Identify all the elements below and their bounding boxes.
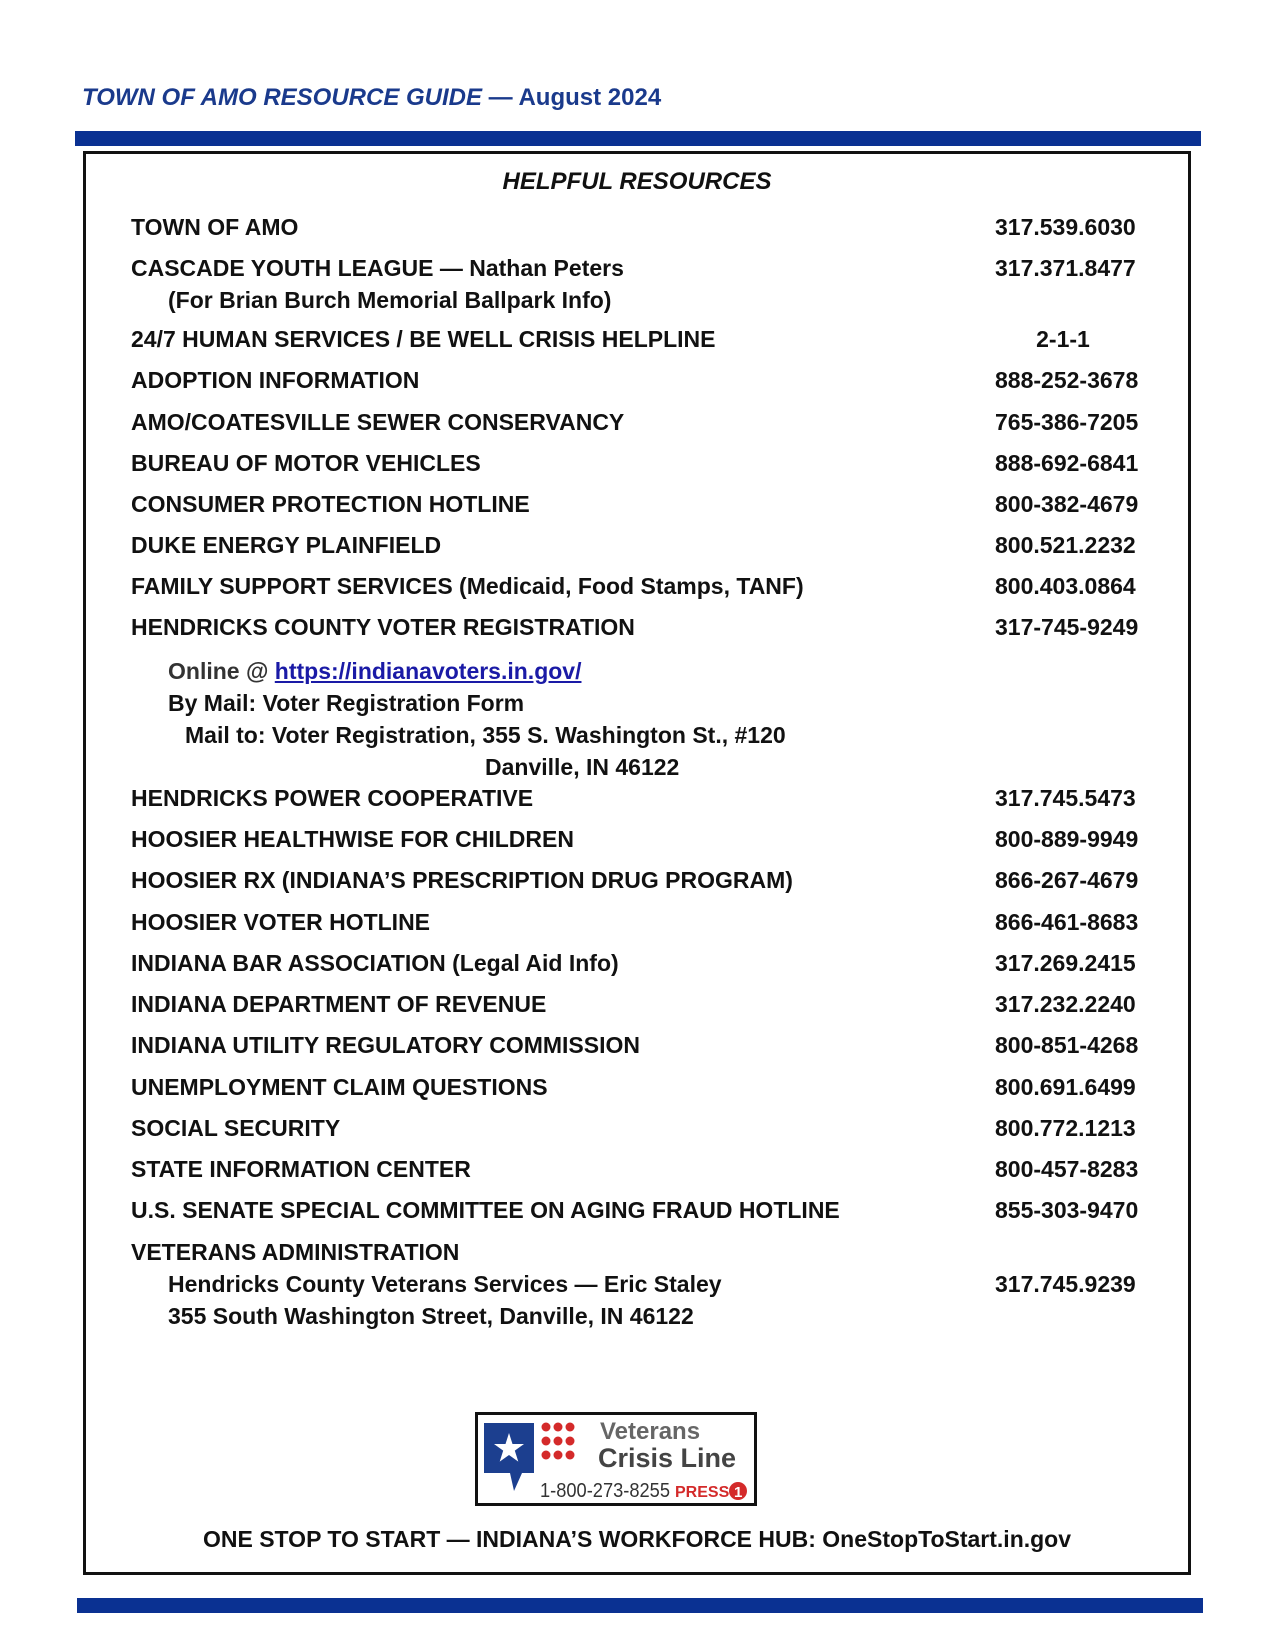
resource-phone: 800-382-4679 [995,491,1139,517]
resource-name: ADOPTION INFORMATION [131,367,420,393]
resource-name: AMO/COATESVILLE SEWER CONSERVANCY [131,409,625,435]
online-label: Online @ [168,658,275,684]
resource-name: VETERANS ADMINISTRATION [131,1239,460,1265]
resource-name: HOOSIER RX (INDIANA’S PRESCRIPTION DRUG PROGRAM) [131,867,793,893]
resources-box [83,151,1191,1575]
header-date: — August 2024 [482,84,662,111]
resource-name: CONSUMER PROTECTION HOTLINE [131,491,530,517]
mail-text: : Voter Registration Form [248,690,525,716]
resource-phone: 800-889-9949 [995,826,1139,852]
resource-name: INDIANA BAR ASSOCIATION (Legal Aid Info) [131,950,619,976]
badge-press-num: 1 [734,1484,743,1501]
resource-name: HOOSIER VOTER HOTLINE [131,909,431,935]
resource-name: FAMILY SUPPORT SERVICES (Medicaid, Food Stamps, TANF) [131,573,804,599]
mail-label: By Mail [168,690,249,716]
voter-mail-line [168,689,524,717]
resource-name: SOCIAL SECURITY [131,1115,341,1141]
resource-name: STATE INFORMATION CENTER [131,1156,471,1182]
veterans-phone: 317.745.9239 [995,1271,1136,1297]
resource-phone: 855-303-9470 [995,1197,1139,1223]
badge-press: PRESS [675,1484,730,1501]
resource-phone: 866-267-4679 [995,867,1139,893]
resource-phone: 888-252-3678 [995,367,1139,393]
resource-name: UNEMPLOYMENT CLAIM QUESTIONS [131,1074,548,1100]
resource-phone: 317.371.8477 [995,255,1136,281]
resource-phone: 888-692-6841 [995,450,1139,476]
resource-name: INDIANA UTILITY REGULATORY COMMISSION [131,1032,640,1058]
badge-line2: Crisis Line [598,1443,737,1473]
resource-phone: 765-386-7205 [995,409,1139,435]
resource-name: TOWN OF AMO [131,214,299,240]
resource-name: INDIANA DEPARTMENT OF REVENUE [131,991,547,1017]
crisis-line-logo [478,1415,754,1503]
resource-phone: 800-457-8283 [995,1156,1139,1182]
resource-phone: 866-461-8683 [995,909,1139,935]
resource-name: CASCADE YOUTH LEAGUE — Nathan Peters [131,255,624,281]
voter-city: Danville, IN 46122 [485,754,680,780]
resource-name: BUREAU OF MOTOR VEHICLES [131,450,481,476]
resource-phone: 317-745-9249 [995,614,1139,640]
voter-registration-link[interactable]: https://indianavoters.in.gov/ [274,658,582,684]
badge-line1: Veterans [600,1418,701,1445]
resource-phone: 2-1-1 [1036,326,1090,352]
resource-name: HENDRICKS COUNTY VOTER REGISTRATION [131,614,635,640]
page-header [82,84,661,112]
resource-phone: 800.403.0864 [995,573,1136,599]
resource-name: DUKE ENERGY PLAINFIELD [131,532,442,558]
bottom-rule [77,1598,1203,1613]
top-rule [75,131,1201,146]
resource-phone: 317.539.6030 [995,214,1136,240]
resource-name: U.S. SENATE SPECIAL COMMITTEE ON AGING FRAUD HOTLINE [131,1197,840,1223]
resource-name: HENDRICKS POWER COOPERATIVE [131,785,534,811]
voter-online-line [168,657,581,685]
resource-name: HOOSIER HEALTHWISE FOR CHILDREN [131,826,574,852]
resource-note: (For Brian Burch Memorial Ballpark Info) [168,287,612,313]
veterans-crisis-line-badge [475,1412,757,1506]
section-title: HELPFUL RESOURCES [502,168,772,195]
veterans-address: 355 South Washington Street, Danville, IN 46122 [168,1303,694,1329]
footer-workforce-hub: ONE STOP TO START — INDIANA’S WORKFORCE HUB: OneStopToStart.in.gov [202,1526,1072,1552]
voter-mail-to: Mail to: Voter Registration, 355 S. Washington St., #120 [185,722,786,748]
resource-phone: 317.745.5473 [995,785,1136,811]
resource-phone: 800.521.2232 [995,532,1136,558]
resource-phone: 317.232.2240 [995,991,1136,1017]
veterans-services: Hendricks County Veterans Services — Eric Staley [168,1271,722,1297]
resource-phone: 800.772.1213 [995,1115,1136,1141]
badge-phone: 1-800-273-8255 [540,1480,670,1502]
dots-icon [542,1423,575,1460]
resource-name: 24/7 HUMAN SERVICES / BE WELL CRISIS HELPLINE [131,326,716,352]
resource-phone: 317.269.2415 [995,950,1136,976]
resource-phone: 800.691.6499 [995,1074,1136,1100]
header-title-italic: TOWN OF AMO RESOURCE GUIDE [82,84,483,111]
resource-phone: 800-851-4268 [995,1032,1139,1058]
